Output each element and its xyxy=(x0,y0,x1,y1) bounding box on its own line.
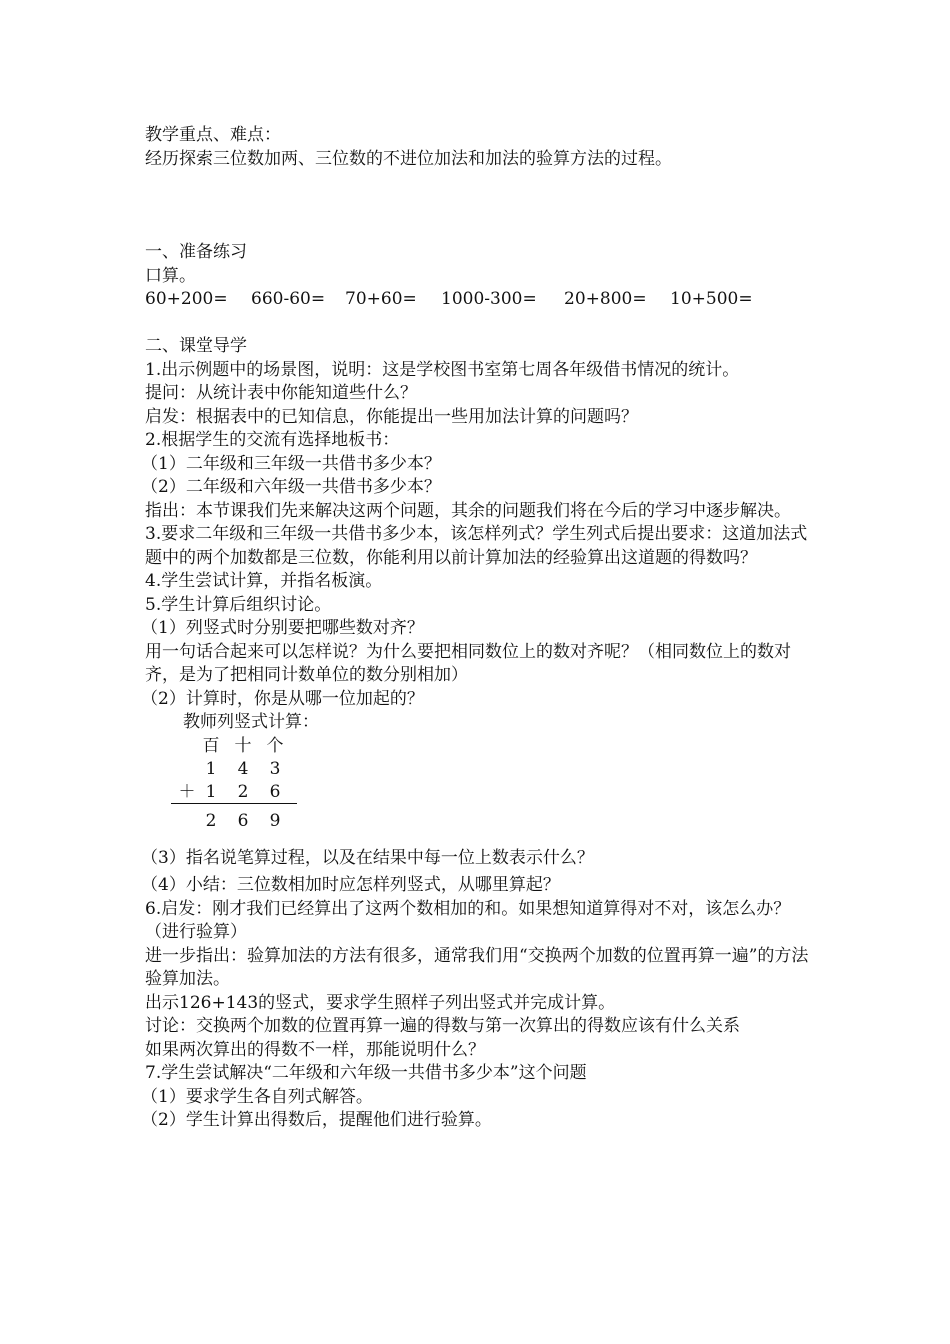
digit: 1 xyxy=(205,781,217,802)
place-label: 百 xyxy=(202,735,220,756)
focus-text: 经历探索三位数加两、三位数的不进位加法和加法的验算方法的过程。 xyxy=(145,148,672,169)
paragraph: 讨论：交换两个加数的位置再算一遍的得数与第一次算出的得数应该有什么关系 xyxy=(145,1016,740,1036)
paragraph: 如果两次算出的得数不一样，那能说明什么？ xyxy=(145,1039,485,1060)
paragraph: 出示126+143的竖式，要求学生照样子列出竖式并完成计算。 xyxy=(145,992,616,1013)
digit: 2 xyxy=(205,810,217,831)
paragraph: 提问：从统计表中你能知道些什么？ xyxy=(145,383,417,403)
paragraph: （2）学生计算出得数后，提醒他们进行验算。 xyxy=(141,1110,492,1130)
paragraph: 启发：根据表中的已知信息，你能提出一些用加法计算的问题吗？ xyxy=(145,406,638,427)
paragraph: 指出：本节课我们先来解决这两个问题，其余的问题我们将在今后的学习中逐步解决。 xyxy=(145,500,791,521)
digit: 6 xyxy=(237,810,249,831)
oral-item: 10+500= xyxy=(670,289,753,309)
digit: 1 xyxy=(205,758,217,779)
digit: 2 xyxy=(237,781,249,802)
digit: 6 xyxy=(269,781,281,802)
paragraph: （1）列竖式时分别要把哪些数对齐？ xyxy=(141,618,424,638)
oral-item: 1000-300= xyxy=(441,289,537,309)
paragraph: （1）要求学生各自列式解答。 xyxy=(141,1086,373,1107)
paragraph: 教师列竖式计算： xyxy=(183,712,319,732)
oral-item: 60+200= xyxy=(145,289,228,309)
focus-heading: 教学重点、难点： xyxy=(145,125,281,145)
paragraph: （4）小结：三位数相加时应怎样列竖式，从哪里算起？ xyxy=(141,875,560,895)
paragraph: （3）指名说笔算过程，以及在结果中每一位上数表示什么？ xyxy=(141,847,594,868)
oral-item: 660-60= xyxy=(251,289,326,309)
document-body xyxy=(141,124,810,1133)
paragraph: （1）二年级和三年级一共借书多少本？ xyxy=(141,453,441,474)
paragraph: 7.学生尝试解决“二年级和六年级一共借书多少本”这个问题 xyxy=(145,1063,587,1083)
paragraph: 3.要求二年级和三年级一共借书多少本，该怎样列式？学生列式后提出要求：这道加法式题中的两个加数都是三位数，你能利用以前计算加法的经验算出这道题的得数吗？ xyxy=(145,524,808,568)
digit: 3 xyxy=(269,758,281,779)
spacer xyxy=(145,171,810,218)
vertical-addition xyxy=(145,735,810,843)
paragraph: 4.学生尝试计算，并指名板演。 xyxy=(145,571,383,591)
paragraph: （2）计算时，你是从哪一位加起的？ xyxy=(141,688,424,709)
oral-item: 70+60= xyxy=(345,289,417,309)
paragraph: （2）二年级和六年级一共借书多少本？ xyxy=(141,477,441,497)
paragraph: 用一句话合起来可以怎样说？为什么要把相同数位上的数对齐呢？（相同数位上的数对齐，是为了把相同计数单位的数分别相加） xyxy=(145,641,791,685)
digit: 9 xyxy=(269,810,281,831)
spacer xyxy=(145,312,810,335)
paragraph: 1.出示例题中的场景图，说明：这是学校图书室第七周各年级借书情况的统计。 xyxy=(145,359,740,380)
place-label: 十 xyxy=(234,735,252,756)
paragraph: 2.根据学生的交流有选择地板书： xyxy=(145,430,400,450)
oral-item: 20+800= xyxy=(564,289,647,309)
spacer xyxy=(145,218,810,241)
section2-heading: 二、课堂导学 xyxy=(145,336,247,356)
place-label: 个 xyxy=(266,735,284,756)
sum-rule xyxy=(171,803,297,804)
oral-calculation-row xyxy=(145,288,810,312)
digit: 4 xyxy=(237,758,249,779)
plus-sign: ＋ xyxy=(178,781,196,802)
section1-subheading: 口算。 xyxy=(145,265,196,286)
paragraph: 5.学生计算后组织讨论。 xyxy=(145,594,332,615)
section1-heading: 一、准备练习 xyxy=(145,242,247,262)
paragraph: 6.启发：刚才我们已经算出了这两个数相加的和。如果想知道算得对不对，该怎么办？（进行验算） xyxy=(145,898,791,942)
paragraph: 进一步指出：验算加法的方法有很多，通常我们用“交换两个加数的位置再算一遍”的方法验算加法。 xyxy=(145,945,809,989)
